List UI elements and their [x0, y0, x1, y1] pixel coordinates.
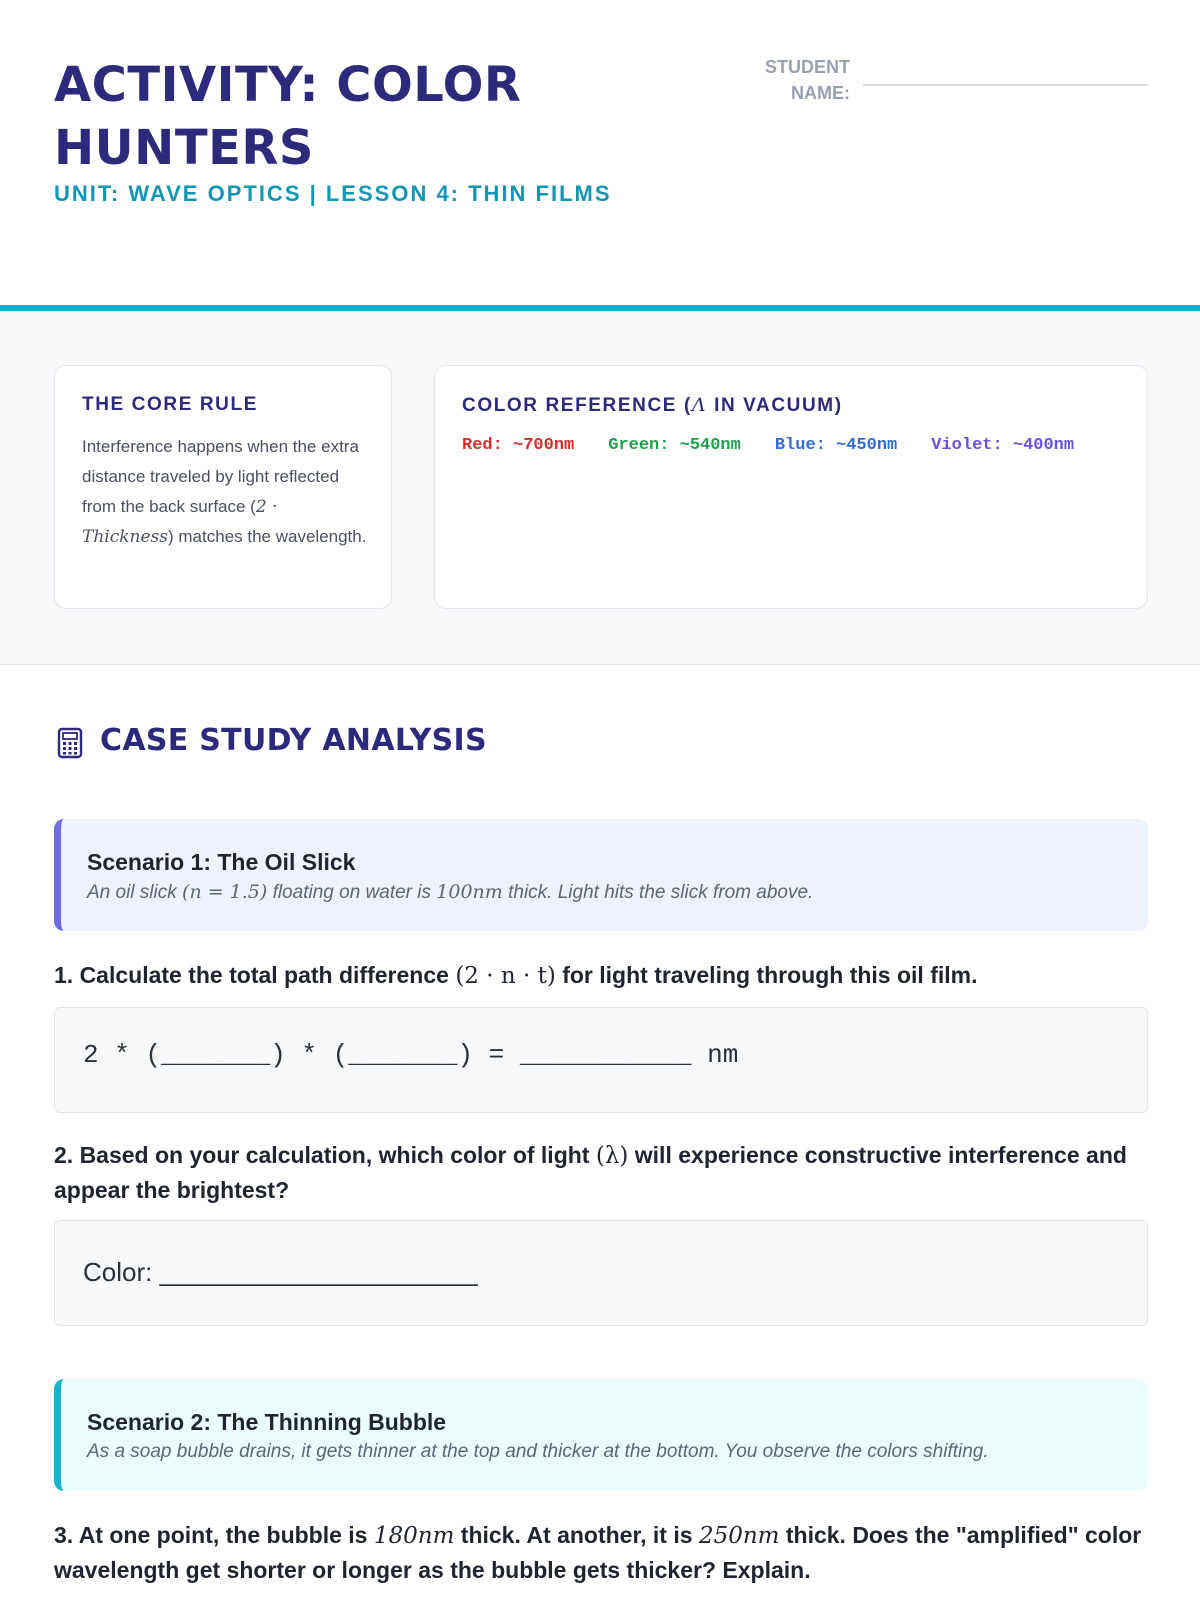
student-name-label: STUDENT NAME: — [765, 57, 850, 103]
question-3-math-1: 180nm — [373, 1523, 455, 1549]
question-2-answer-box[interactable] — [54, 1220, 1148, 1326]
question-1-text-a: 1. Calculate the total path difference — [54, 962, 456, 988]
color-reference-title-after: IN VACUUM) — [707, 395, 843, 416]
scenario-1-desc-b: floating on water is — [267, 882, 437, 903]
question-2-answer-template: Color: ______________________ — [83, 1257, 478, 1287]
worksheet-header — [0, 0, 1200, 308]
question-2-text-a: 2. Based on your calculation, which color of light — [54, 1142, 596, 1168]
core-rule-text-after: ) matches the wavelength. — [168, 527, 367, 546]
scenario-1-desc-c: thick. Light hits the slick from above. — [502, 882, 814, 903]
question-1 — [54, 958, 1148, 993]
scenario-1-desc-a: An oil slick — [87, 882, 183, 903]
question-3-math-2: 250nm — [698, 1523, 780, 1549]
color-reference-title-before: COLOR REFERENCE ( — [462, 395, 692, 416]
student-name-field[interactable] — [863, 84, 1148, 86]
page-subtitle: UNIT: WAVE OPTICS | LESSON 4: THIN FILMS — [54, 181, 612, 206]
core-rule-title: THE CORE RULE — [82, 394, 258, 415]
core-rule-math: 2 · Thickness — [82, 497, 278, 547]
core-rule-text-before: Interference happens when the extra distance traveled by light reflected from the back surface ( — [82, 437, 359, 516]
scenario-2-title: Scenario 2: The Thinning Bubble — [87, 1409, 447, 1435]
scenario-1-title: Scenario 1: The Oil Slick — [87, 849, 356, 875]
scenario-2-description: As a soap bubble drains, it gets thinner at the top and thicker at the bottom. You observe the colors shifting. — [87, 1441, 989, 1462]
color-ref-violet: Violet: ~400nm — [931, 436, 1075, 455]
question-1-answer-template: 2 * (_______) * (_______) = ___________ nm — [83, 1040, 739, 1070]
question-2 — [54, 1138, 1148, 1207]
scenario-1-card — [54, 819, 1148, 931]
scenario-1-math-thickness: 100nm — [436, 881, 503, 903]
question-3-text-b: thick. At another, it is — [454, 1522, 699, 1548]
color-ref-red: Red: ~700nm — [462, 436, 575, 455]
question-2-math: (λ) — [595, 1143, 629, 1169]
scenario-1-description — [87, 881, 1127, 904]
core-rule-card — [54, 365, 392, 609]
core-rule-text — [82, 432, 372, 552]
question-3 — [54, 1518, 1148, 1587]
color-ref-blue: Blue: ~450nm — [774, 436, 898, 455]
question-3-text-c: thick. Does the "amplified" color wavelength get shorter or longer as the bubble gets thicker? Explain. — [54, 1522, 1142, 1583]
scenario-2-card — [54, 1379, 1148, 1491]
color-reference-card — [434, 365, 1148, 609]
reference-band — [0, 311, 1200, 665]
color-reference-list — [462, 436, 1108, 455]
page-title: ACTIVITY: COLOR HUNTERS — [54, 57, 522, 176]
color-reference-title — [462, 394, 843, 417]
question-1-text-b: for light traveling through this oil film. — [555, 962, 978, 988]
color-ref-green: Green: ~540nm — [608, 436, 741, 455]
question-3-text-a: 3. At one point, the bubble is — [54, 1522, 374, 1548]
section-title: CASE STUDY ANALYSIS — [100, 723, 487, 758]
calculator-icon — [57, 727, 83, 759]
question-2-text-b: will experience constructive interference and appear the brightest? — [54, 1142, 1127, 1203]
scenario-1-math-index: (n = 1.5) — [182, 881, 268, 903]
lambda-symbol: Λ — [691, 394, 708, 416]
question-1-math: (2 · n · t) — [455, 963, 556, 989]
question-1-answer-box[interactable] — [54, 1007, 1148, 1113]
